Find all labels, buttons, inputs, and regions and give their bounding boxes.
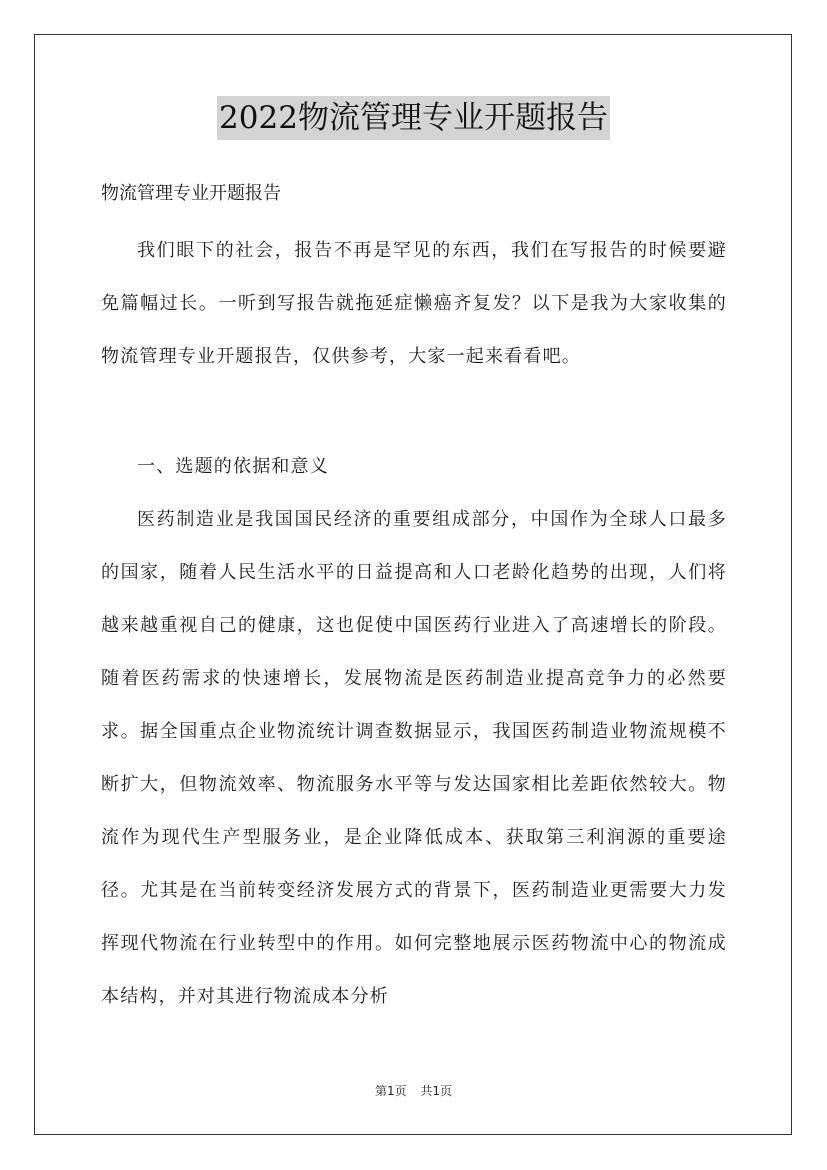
- page-number: 第1页: [374, 1084, 407, 1098]
- intro-paragraph: 我们眼下的社会，报告不再是罕见的东西，我们在写报告的时候要避免篇幅过长。一听到写报告就拖延症懒癌齐复发？以下是我为大家收集的物流管理专业开题报告，仅供参考，大家一起来看看吧。: [101, 240, 727, 367]
- page-total: 共1页: [420, 1084, 453, 1098]
- title-container: [0, 96, 827, 140]
- body-paragraph: 医药制造业是我国国民经济的重要组成部分，中国作为全球人口最多的国家，随着人民生活水平的日益提高和人口老龄化趋势的出现，人们将越来越重视自己的健康，这也促使中国医药行业进入了高速增长的阶段。随着医药需求的快速增长，发展物流是医药制造业提高竞争力的必然要求。据全国重点企业物流统计调查数据显示，我国医药制造业物流规模不断扩大，但物流效率、物流服务水平等与发达国家相比差距依然较大。物流作为现代生产型服务业，是企业降低成本、获取第三利润源的重要途径。尤其是在当前转变经济发展方式的背景下，医药制造业更需要大力发挥现代物流在行业转型中的作用。如何完整地展示医药物流中心的物流成本结构，并对其进行物流成本分析: [101, 509, 727, 1007]
- document-subtitle: 物流管理专业开题报告: [101, 183, 281, 204]
- document-title: 2022物流管理专业开题报告: [217, 96, 610, 140]
- section-heading: 一、选题的依据和意义: [137, 456, 329, 477]
- page-footer: [0, 1082, 827, 1099]
